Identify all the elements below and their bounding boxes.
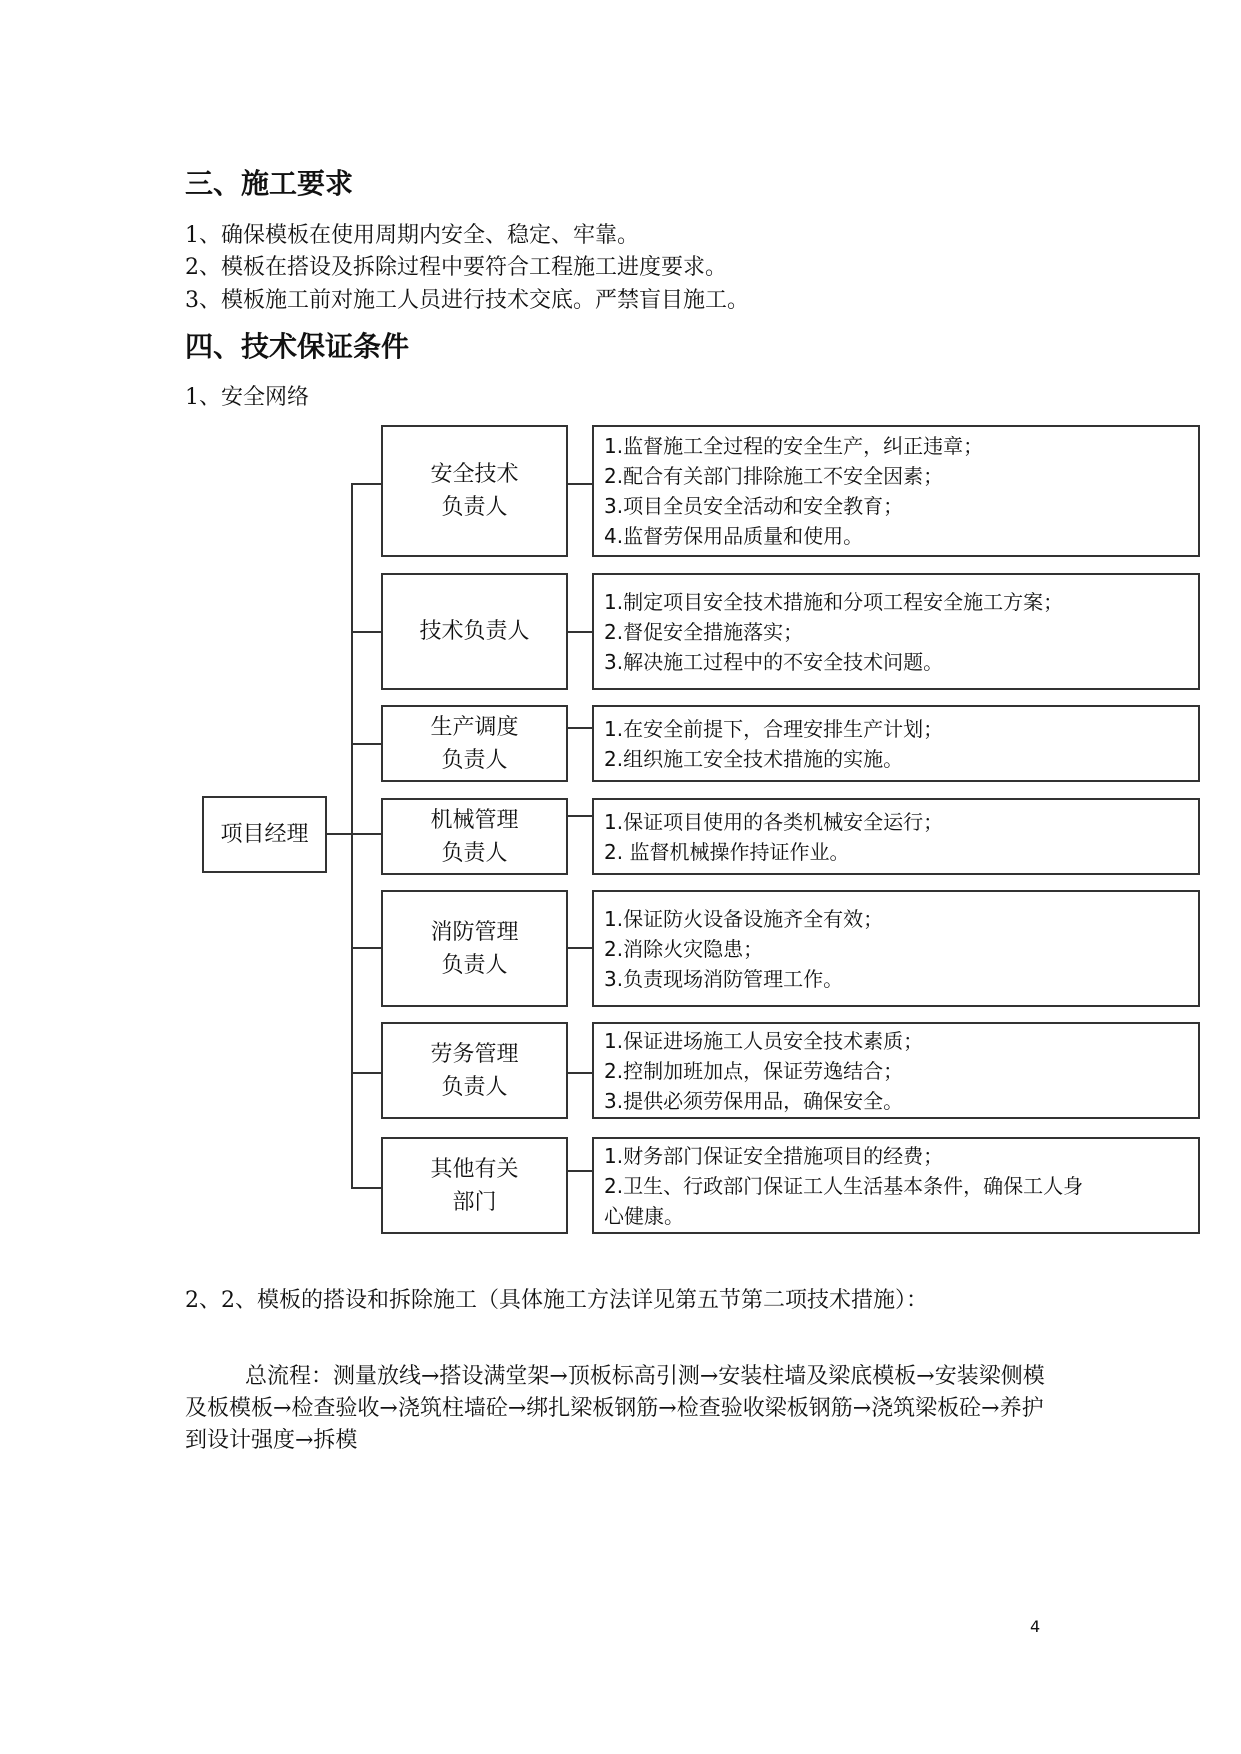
connector bbox=[568, 727, 592, 729]
duty-line: 心健康。 bbox=[604, 1203, 684, 1228]
duty-box bbox=[592, 1022, 1200, 1119]
duty-line: 1.保证进场施工人员安全技术素质； bbox=[604, 1028, 924, 1053]
role-node bbox=[381, 1137, 568, 1234]
role-node bbox=[381, 425, 568, 557]
duty-line: 1.财务部门保证安全措施项目的经费； bbox=[604, 1143, 944, 1168]
root-label: 项目经理 bbox=[220, 822, 309, 847]
role-label: 安全技术 bbox=[430, 462, 519, 487]
connector bbox=[351, 483, 381, 485]
connector bbox=[351, 947, 381, 949]
section4-sub2: 2、2、模板的搭设和拆除施工（具体施工方法详见第五节第二项技术措施）： bbox=[185, 1288, 928, 1313]
duty-line: 3.项目全员安全活动和安全教育； bbox=[604, 494, 904, 518]
duty-line: 1.制定项目安全技术措施和分项工程安全施工方案； bbox=[604, 589, 1064, 614]
connector bbox=[351, 1187, 381, 1189]
duty-line: 3.提供必须劳保用品，确保安全。 bbox=[604, 1088, 904, 1113]
duty-box bbox=[592, 425, 1200, 557]
role-label: 其他有关 bbox=[430, 1156, 519, 1182]
duty-line: 1.监督施工全过程的安全生产，纠正违章； bbox=[604, 434, 984, 458]
connector bbox=[327, 833, 352, 835]
connector bbox=[568, 1072, 592, 1074]
section3-item-3: 3、模板施工前对施工人员进行技术交底。严禁盲目施工。 bbox=[185, 288, 749, 313]
duty-line: 4.监督劳保用品质量和使用。 bbox=[604, 524, 864, 548]
duty-box bbox=[592, 573, 1200, 690]
section3-item-1: 1、确保模板在使用周期内安全、稳定、牢靠。 bbox=[185, 223, 639, 248]
section4-heading: 四、技术保证条件 bbox=[185, 330, 410, 363]
duty-line: 2. 监督机械操作持证作业。 bbox=[604, 839, 850, 864]
role-label: 劳务管理 bbox=[430, 1041, 519, 1067]
duty-line: 3.负责现场消防管理工作。 bbox=[604, 966, 844, 991]
connector bbox=[568, 815, 592, 817]
role-label: 负责人 bbox=[441, 840, 508, 866]
duty-line: 1.保证项目使用的各类机械安全运行； bbox=[604, 809, 944, 834]
role-label: 生产调度 bbox=[430, 714, 519, 740]
duty-line: 2.消除火灾隐患； bbox=[604, 936, 764, 961]
role-label: 技术负责人 bbox=[419, 619, 530, 644]
role-node bbox=[381, 1022, 568, 1119]
role-label: 负责人 bbox=[441, 747, 508, 773]
duty-box bbox=[592, 798, 1200, 875]
connector bbox=[568, 1170, 592, 1172]
duty-line: 2.控制加班加点，保证劳逸结合； bbox=[604, 1058, 904, 1083]
spine-line bbox=[351, 483, 353, 1187]
role-label: 负责人 bbox=[441, 1074, 508, 1100]
duty-line: 1.在安全前提下，合理安排生产计划； bbox=[604, 716, 944, 741]
section4-sub1: 1、安全网络 bbox=[185, 385, 309, 410]
role-label: 负责人 bbox=[441, 495, 508, 520]
connector bbox=[568, 631, 592, 633]
connector bbox=[351, 1072, 381, 1074]
role-label: 部门 bbox=[452, 1189, 497, 1215]
connector bbox=[351, 631, 381, 633]
duty-line: 1.保证防火设备设施齐全有效； bbox=[604, 906, 884, 931]
root-node bbox=[202, 796, 327, 873]
duty-line: 2.督促安全措施落实； bbox=[604, 619, 804, 644]
role-node bbox=[381, 705, 568, 782]
duty-box bbox=[592, 890, 1200, 1007]
role-label: 消防管理 bbox=[430, 919, 519, 945]
role-label: 负责人 bbox=[441, 952, 508, 978]
role-node bbox=[381, 890, 568, 1007]
duty-box bbox=[592, 705, 1200, 782]
duty-line: 2.卫生、行政部门保证工人生活基本条件，确保工人身 bbox=[604, 1173, 1084, 1198]
connector bbox=[351, 743, 381, 745]
page-number: 4 bbox=[1030, 1617, 1041, 1636]
duty-line: 3.解决施工过程中的不安全技术问题。 bbox=[604, 649, 944, 674]
duty-box bbox=[592, 1137, 1200, 1234]
connector bbox=[351, 833, 381, 835]
role-label: 机械管理 bbox=[430, 807, 519, 833]
role-node bbox=[381, 798, 568, 875]
section3-item-2: 2、模板在搭设及拆除过程中要符合工程施工进度要求。 bbox=[185, 255, 727, 280]
process-flow: 总流程：测量放线→搭设满堂架→顶板标高引测→安装柱墙及梁底模板→安装梁侧模及板模板→检查验收→浇筑柱墙砼→绑扎梁板钢筋→检查验收梁板钢筋→浇筑梁板砼→养护到设计强度→拆模 bbox=[185, 1364, 1045, 1453]
connector bbox=[568, 483, 592, 485]
connector bbox=[568, 947, 592, 949]
role-node bbox=[381, 573, 568, 690]
duty-line: 2.组织施工安全技术措施的实施。 bbox=[604, 746, 904, 771]
duty-line: 2.配合有关部门排除施工不安全因素； bbox=[604, 464, 944, 488]
section3-heading: 三、施工要求 bbox=[185, 167, 354, 200]
